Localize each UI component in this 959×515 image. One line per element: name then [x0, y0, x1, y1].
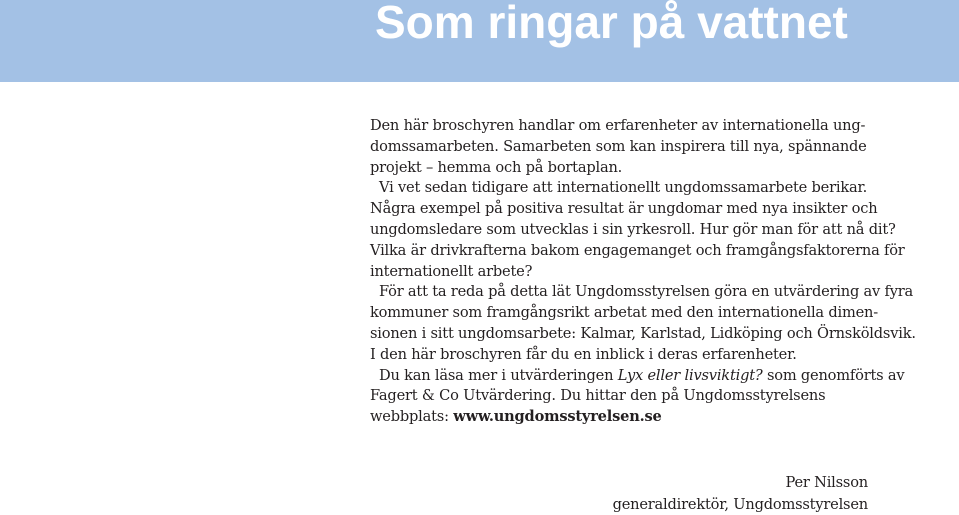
text-line: projekt – hemma och på bortaplan. [370, 158, 870, 179]
text-line: domssamarbeten. Samarbeten som kan inspirera till nya, spännande [370, 137, 870, 158]
signature [613, 472, 868, 515]
signature-name: Per Nilsson [613, 472, 868, 494]
text-line: sionen i sitt ungdomsarbete: Kalmar, Karlstad, Lidköping och Örnsköldsvik. [370, 324, 870, 345]
text-line: ungdomsledare som utvecklas i sin yrkesroll. Hur gör man för att nå dit? [370, 220, 870, 241]
page-title: Som ringar på vattnet [375, 0, 848, 50]
text-line: internationellt arbete? [370, 262, 870, 283]
header-band [0, 0, 959, 82]
website-line [370, 407, 870, 428]
signature-role: generaldirektör, Ungdomsstyrelsen [613, 494, 868, 515]
read-more-suffix: som genomförts av [763, 367, 905, 384]
website-prefix: webbplats: [370, 408, 453, 425]
report-title: Lyx eller livsviktigt? [618, 367, 763, 384]
text-line: För att ta reda på detta lät Ungdomsstyrelsen göra en utvärdering av fyra [370, 282, 870, 303]
text-line: kommuner som framgångsrikt arbetat med den internationella dimen- [370, 303, 870, 324]
website-link[interactable]: www.ungdomsstyrelsen.se [453, 408, 661, 425]
read-more-line [370, 366, 870, 387]
intro-text [370, 116, 870, 428]
text-line: Den här broschyren handlar om erfarenheter av internationella ung- [370, 116, 870, 137]
text-line: Några exempel på positiva resultat är ungdomar med nya insikter och [370, 199, 870, 220]
read-more-prefix: Du kan läsa mer i utvärderingen [379, 367, 618, 384]
text-line: Vilka är drivkrafterna bakom engagemanget och framgångsfaktorerna för [370, 241, 870, 262]
text-line: Fagert & Co Utvärdering. Du hittar den på Ungdomsstyrelsens [370, 386, 870, 407]
text-line: I den här broschyren får du en inblick i deras erfarenheter. [370, 345, 870, 366]
text-line: Vi vet sedan tidigare att internationellt ungdomssamarbete berikar. [370, 178, 870, 199]
